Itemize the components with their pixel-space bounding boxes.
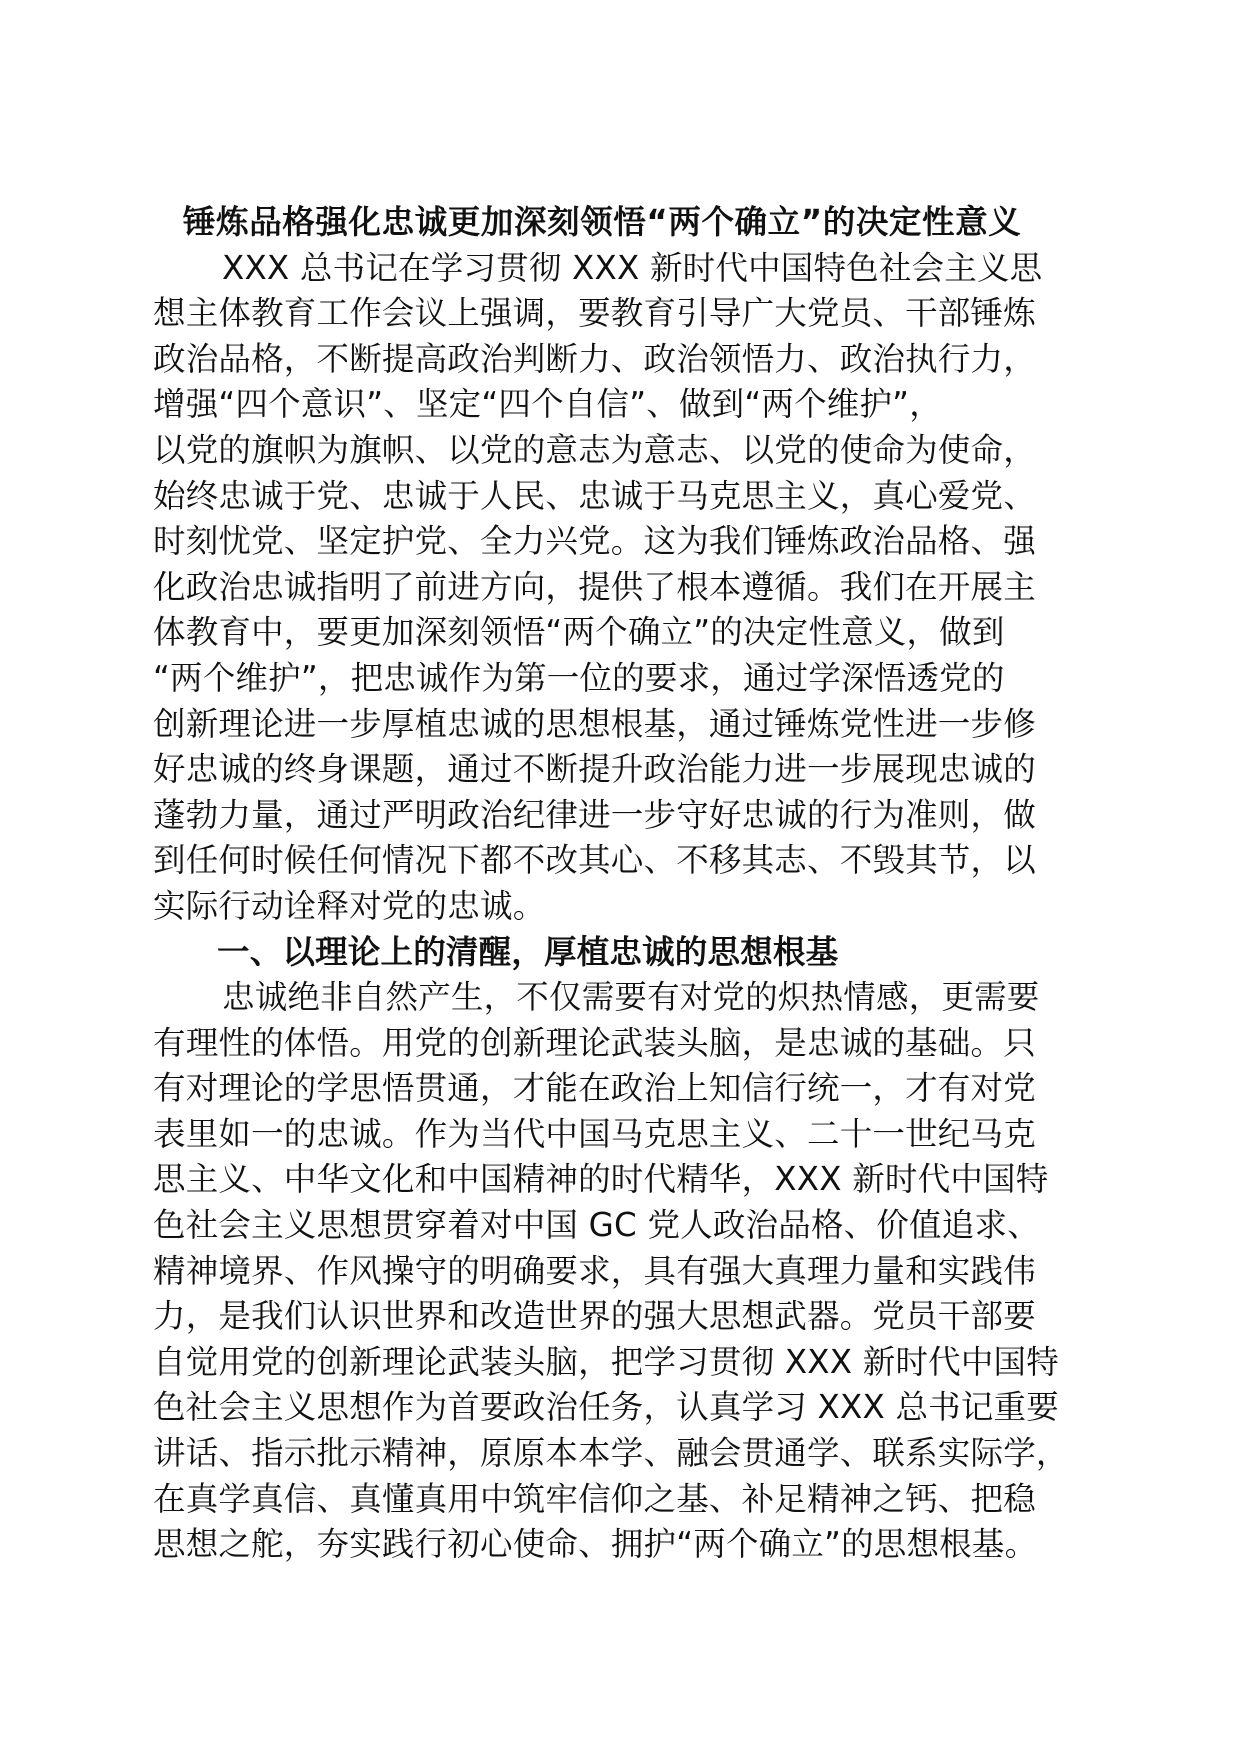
paragraph-line: 好忠诚的终身课题，通过不断提升政治能力进一步展现忠诚的 [153,750,1036,789]
paragraph-line: 讲话、指示批示精神，原原本本学、融会贯通学、联系实际学， [153,1434,1069,1473]
paragraph-line: 实际行动诠释对党的忠诚。 [153,886,546,925]
paragraph-section-1 [153,975,1085,1568]
paragraph-line: 有理性的体悟。用党的创新理论武装头脑，是忠诚的基础。只 [153,1023,1036,1062]
paragraph-line: 色社会主义思想贯穿着对中国 GC 党人政治品格、价值追求、 [153,1206,1040,1245]
paragraph-line: 力，是我们认识世界和改造世界的强大思想武器。党员干部要 [153,1297,1036,1336]
section-heading: 一、以理论上的清醒，厚植忠诚的思想根基 [217,932,839,971]
paragraph-line: 表里如一的忠诚。作为当代中国马克思主义、二十一世纪马克 [153,1114,1036,1153]
paragraph-line: 思主义、中华文化和中国精神的时代精华，XXX 新时代中国特 [153,1160,1049,1199]
paragraph-line: 以党的旗帜为旗帜、以党的意志为意志、以党的使命为使命， [153,430,1036,469]
paragraph-line: XXX 总书记在学习贯彻 XXX 新时代中国特色社会主义思 [222,248,1043,287]
paragraph-line: 自觉用党的创新理论武装头脑，把学习贯彻 XXX 新时代中国特 [153,1342,1059,1381]
paragraph-line: 在真学真信、真懂真用中筑牢信仰之基、补足精神之钙、把稳 [153,1479,1036,1518]
paragraph-line: 增强“四个意识”、坚定“四个自信”、做到“两个维护”， [153,385,942,424]
document-title: 锤炼品格强化忠诚更加深刻领悟“两个确立”的决定性意义 [183,203,1022,241]
paragraph-line: 到任何时候任何情况下都不改其心、不移其志、不毁其节，以 [153,841,1036,880]
paragraph-line: 忠诚绝非自然产生，不仅需要有对党的炽热情感，更需要 [222,978,1040,1017]
paragraph-line: 时刻忧党、坚定护党、全力兴党。这为我们锤炼政治品格、强 [153,522,1036,561]
paragraph-line: “两个维护”，把忠诚作为第一位的要求，通过学深悟透党的 [153,658,1005,697]
paragraph-line: 精神境界、作风操守的明确要求，具有强大真理力量和实践伟 [153,1251,1036,1290]
paragraph-line: 创新理论进一步厚植忠诚的思想根基，通过锤炼党性进一步修 [153,704,1036,743]
paragraph-line: 政治品格，不断提高政治判断力、政治领悟力、政治执行力， [153,339,1036,378]
paragraph-line: 思想之舵，夯实践行初心使命、拥护“两个确立”的思想根基。 [153,1525,1038,1564]
document-page [153,200,1085,1568]
paragraph-line: 有对理论的学思悟贯通，才能在政治上知信行统一，才有对党 [153,1069,1036,1108]
paragraph-line: 蓬勃力量，通过严明政治纪律进一步守好忠诚的行为准则，做 [153,795,1036,834]
paragraph-line: 想主体教育工作会议上强调，要教育引导广大党员、干部锤炼 [153,294,1036,333]
paragraph-line: 化政治忠诚指明了前进方向，提供了根本遵循。我们在开展主 [153,567,1036,606]
paragraph-line: 始终忠诚于党、忠诚于人民、忠诚于马克思主义，真心爱党、 [153,476,1036,515]
paragraph-line: 色社会主义思想作为首要政治任务，认真学习 XXX 总书记重要 [153,1388,1059,1427]
paragraph-line: 体教育中，要更加深刻领悟“两个确立”的决定性意义，做到 [153,613,1005,652]
paragraph-intro [153,246,1085,930]
